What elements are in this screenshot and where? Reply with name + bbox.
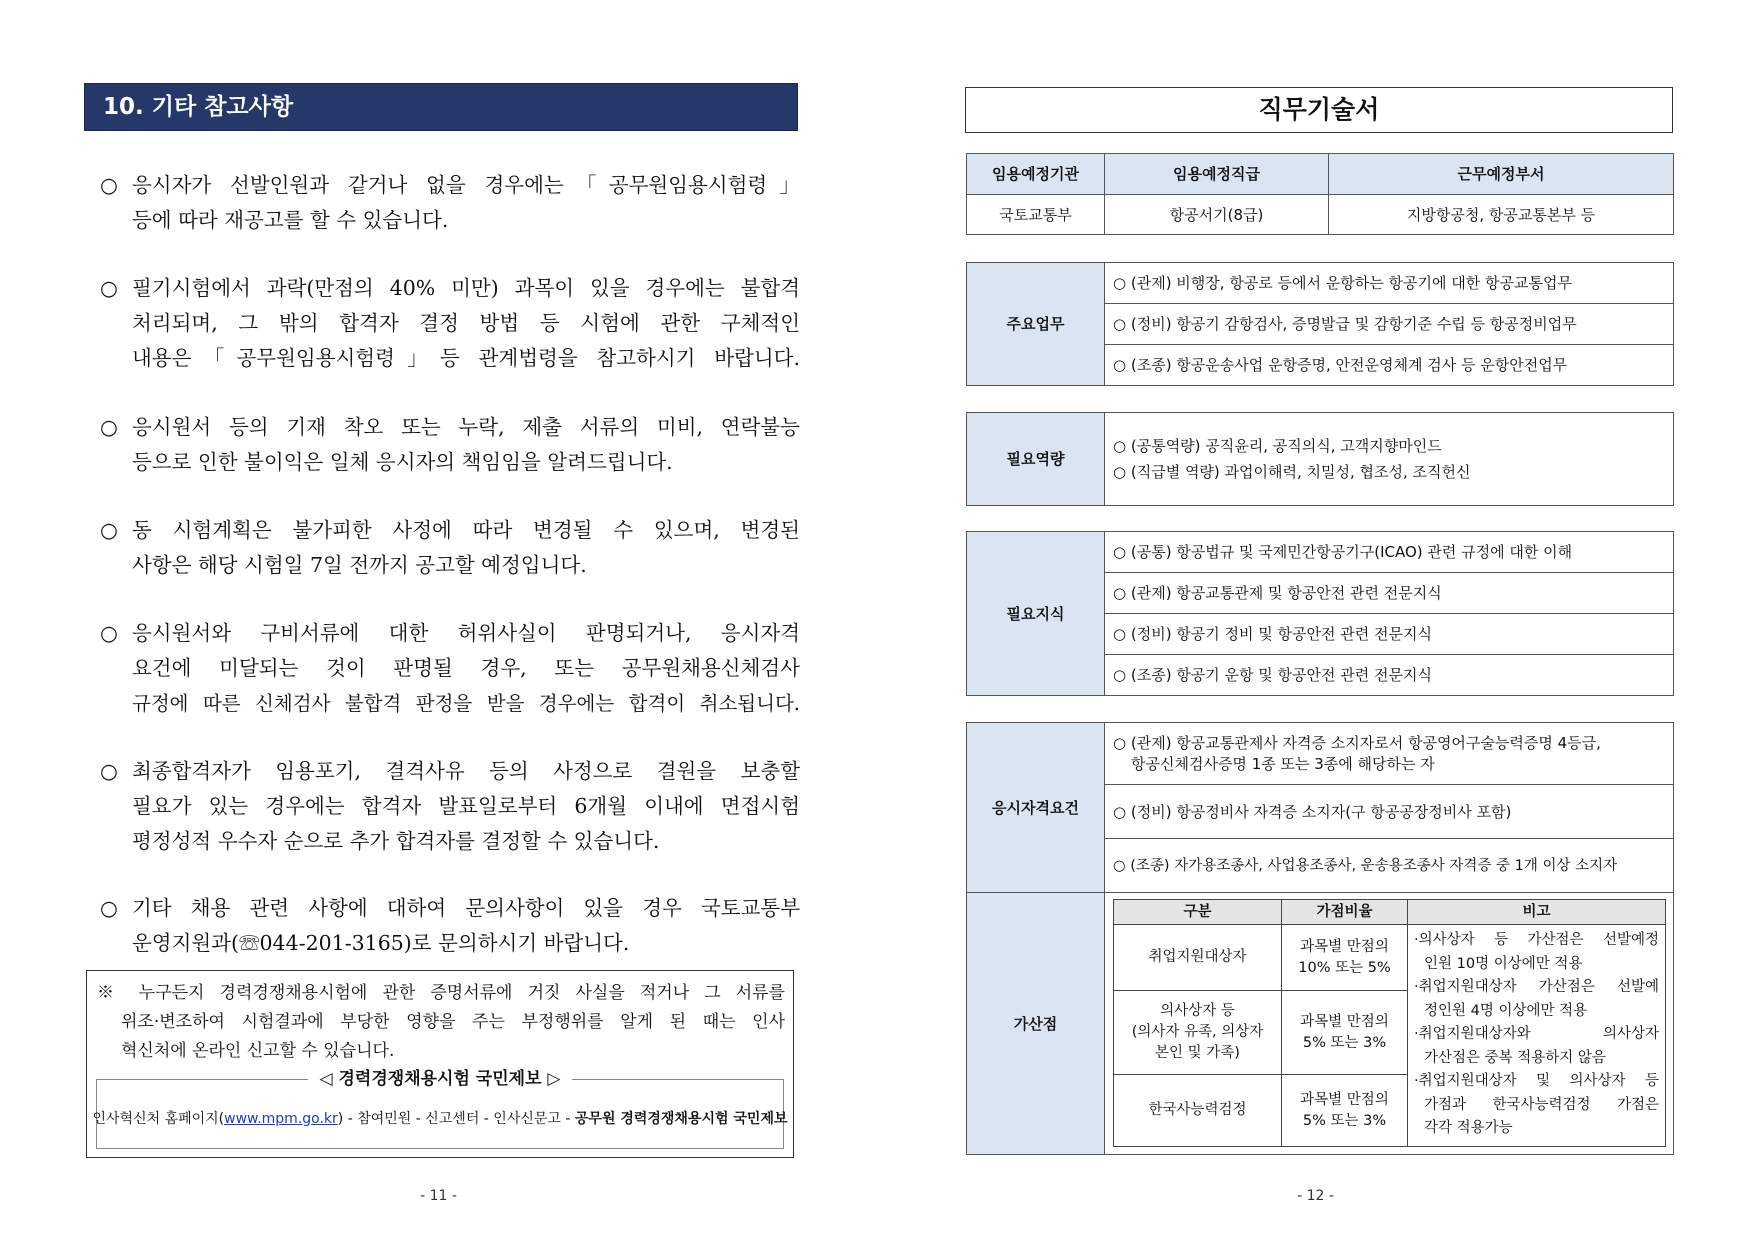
duties-label: 주요업무	[967, 263, 1105, 386]
qualification-item: ○ (관제) 항공교통관제사 자격증 소지자로서 항공영어구술능력증명 4등급, 항공신체검사증명 1종 또는 3종에 해당하는 자	[1105, 723, 1674, 785]
notice-line: 응시자가 선발인원과 같거나 없을 경우에는「공무원임용시험령」	[132, 173, 800, 197]
bonus-category: 한국사능력검정	[1114, 1075, 1282, 1147]
notice-line: 평정성적 우수자 순으로 추가 합격자를 결정할 수 있습니다.	[132, 829, 660, 853]
bonus-rate: 과목별 만점의 5% 또는 3%	[1282, 1075, 1408, 1147]
notice-line: 운영지원과(☏044-201-3165)로 문의하시기 바랍니다.	[132, 931, 630, 955]
report-notice	[97, 979, 785, 1066]
notice-line: 최종합격자가 임용포기, 결격사유 등의 사정으로 결원을 보충할	[132, 759, 800, 783]
header-cell: 임용예정기관	[967, 154, 1105, 195]
bonus-header: 비고	[1408, 900, 1666, 925]
notice-item	[100, 891, 800, 961]
right-page	[877, 0, 1754, 1240]
value-cell: 지방항공청, 항공교통본부 등	[1329, 195, 1674, 235]
duty-item: ○ (관제) 비행장, 항공로 등에서 운항하는 항공기에 대한 항공교통업무	[1105, 263, 1674, 304]
bonus-rate: 과목별 만점의 10% 또는 5%	[1282, 925, 1408, 991]
bullet: ○	[100, 415, 118, 439]
bonus-category: 취업지원대상자	[1114, 925, 1282, 991]
mpm-homepage-link[interactable]: www.mpm.go.kr	[224, 1111, 338, 1127]
notice-line: 요건에 미달되는 것이 판명될 경우, 또는 공무원채용신체검사	[132, 656, 800, 680]
notice-item	[100, 271, 800, 376]
notice-line: 응시원서 등의 기재 착오 또는 누락, 제출 서류의 미비, 연락불능	[132, 415, 800, 439]
bullet: ○	[100, 759, 118, 783]
notice-item	[100, 616, 800, 721]
qualification-item: ○ (정비) 항공정비사 자격증 소지자(구 항공공장정비사 포함)	[1105, 785, 1674, 839]
competency-table	[966, 412, 1674, 506]
value-cell: 국토교통부	[967, 195, 1105, 235]
qualification-bonus-table	[966, 722, 1674, 1155]
knowledge-item: ○ (관제) 항공교통관제 및 항공안전 관련 전문지식	[1105, 573, 1674, 614]
section-title: 10. 기타 참고사항	[84, 83, 798, 131]
page-number: - 11 -	[420, 1188, 457, 1204]
notice-line: 규정에 따른 신체검사 불합격 판정을 받을 경우에는 합격이 취소됩니다.	[132, 692, 800, 715]
competency-item: ○ (직급별 역량) 과업이해력, 치밀성, 협조성, 조직헌신	[1113, 463, 1471, 481]
notice-item	[100, 754, 800, 859]
qualification-label: 응시자격요건	[967, 723, 1105, 893]
notice-line: 사항은 해당 시험일 7일 전까지 공고할 예정입니다.	[132, 553, 587, 577]
notice-line: 등에 따라 재공고를 할 수 있습니다.	[132, 208, 449, 232]
duty-item: ○ (정비) 항공기 감항검사, 증명발급 및 감항기준 수립 등 항공정비업무	[1105, 304, 1674, 345]
knowledge-label: 필요지식	[967, 532, 1105, 696]
notice-line: 동 시험계획은 불가피한 사정에 따라 변경될 수 있으며, 변경된	[132, 518, 800, 542]
notice-item	[100, 168, 800, 238]
notice-line: 기타 채용 관련 사항에 대하여 문의사항이 있을 경우 국토교통부	[132, 896, 800, 920]
report-line: 혁신처에 온라인 신고할 수 있습니다.	[121, 1041, 395, 1061]
duties-table	[966, 262, 1674, 386]
notice-line: 내용은「공무원임용시험령」등 관계법령을 참고하시기 바랍니다.	[132, 346, 800, 370]
notice-item	[100, 410, 800, 480]
qualification-item: ○ (조종) 자가용조종사, 사업용조종사, 운송용조종사 자격증 중 1개 이상 소지자	[1105, 839, 1674, 893]
info-table	[966, 153, 1674, 235]
bonus-note: ·의사상자 등 가산점은 선발예정	[1414, 932, 1659, 948]
header-cell: 근무예정부서	[1329, 154, 1674, 195]
header-cell: 임용예정직급	[1105, 154, 1329, 195]
bonus-header: 가점비율	[1282, 900, 1408, 925]
notice-line: 응시원서와 구비서류에 대한 허위사실이 판명되거나, 응시자격	[132, 621, 800, 645]
notice-line: 처리되며, 그 밖의 합격자 결정 방법 등 시험에 관한 구체적인	[132, 311, 800, 335]
duty-item: ○ (조종) 항공운송사업 운항증명, 안전운영체계 검사 등 운항안전업무	[1105, 345, 1674, 386]
bonus-rate: 과목별 만점의 5% 또는 3%	[1282, 991, 1408, 1075]
knowledge-item: ○ (조종) 항공기 운항 및 항공안전 관련 전문지식	[1105, 655, 1674, 696]
bullet: ○	[100, 518, 118, 542]
bonus-header: 구분	[1114, 900, 1282, 925]
report-path: 인사혁신처 홈페이지(www.mpm.go.kr) - 참여민원 - 신고센터 - 인사신문고 - 공무원 경력경쟁채용시험 국민제보	[92, 1111, 788, 1127]
notice-line: 등으로 인한 불이익은 일체 응시자의 책임임을 알려드립니다.	[132, 450, 673, 474]
report-line: ※ 누구든지 경력경쟁채용시험에 관한 증명서류에 거짓 사실을 적거나 그 서류를	[97, 983, 785, 1003]
bullet: ○	[100, 896, 118, 920]
competency-item: ○ (공통역량) 공직윤리, 공직의식, 고객지향마인드	[1113, 437, 1442, 455]
value-cell: 항공서기(8급)	[1105, 195, 1329, 235]
bonus-table	[1113, 899, 1666, 1147]
knowledge-item: ○ (공통) 항공법규 및 국제민간항공기구(ICAO) 관련 규정에 대한 이해	[1105, 532, 1674, 573]
bonus-label: 가산점	[967, 893, 1105, 1155]
competency-items	[1105, 413, 1674, 506]
document-title: 직무기술서	[965, 87, 1673, 133]
notice-item	[100, 513, 800, 583]
report-line: 위조·변조하여 시험결과에 부당한 영향을 주는 부정행위를 알게 된 때는 인사	[121, 1012, 785, 1032]
bonus-category: 의사상자 등 (의사자 유족, 의상자 본인 및 가족)	[1114, 991, 1282, 1075]
bullet: ○	[100, 173, 118, 197]
report-box	[86, 970, 794, 1158]
bonus-note: ·취업지원대상자와 의사상자	[1414, 1026, 1659, 1042]
knowledge-item: ○ (정비) 항공기 정비 및 항공안전 관련 전문지식	[1105, 614, 1674, 655]
bonus-notes: ·의사상자 등 가산점은 선발예정 인원 10명 이상에만 적용 ·취업지원대상자 가산점은 선발예 정인원 4명 이상에만 적용 ·취업지원대상자와 의사상자 가산점은 중복 적용하지 않음 ·취업지원대상자 및 의사상자 등 가점과 한국사능력검정 가점은 각각 적용가능	[1408, 925, 1666, 1147]
competency-label: 필요역량	[967, 413, 1105, 506]
bonus-cell	[1105, 893, 1674, 1155]
bonus-note: ·취업지원대상자 및 의사상자 등	[1414, 1073, 1659, 1089]
notice-line: 필기시험에서 과락(만점의 40% 미만) 과목이 있을 경우에는 불합격	[132, 276, 800, 300]
bonus-note: ·취업지원대상자 가산점은 선발예	[1414, 979, 1659, 995]
page-number: - 12 -	[1297, 1188, 1334, 1204]
knowledge-table	[966, 531, 1674, 696]
notice-line: 필요가 있는 경우에는 합격자 발표일로부터 6개월 이내에 면접시험	[132, 794, 800, 818]
report-title: ◁ 경력경쟁채용시험 국민제보 ▷	[87, 1067, 793, 1091]
bullet: ○	[100, 621, 118, 645]
bullet: ○	[100, 276, 118, 300]
